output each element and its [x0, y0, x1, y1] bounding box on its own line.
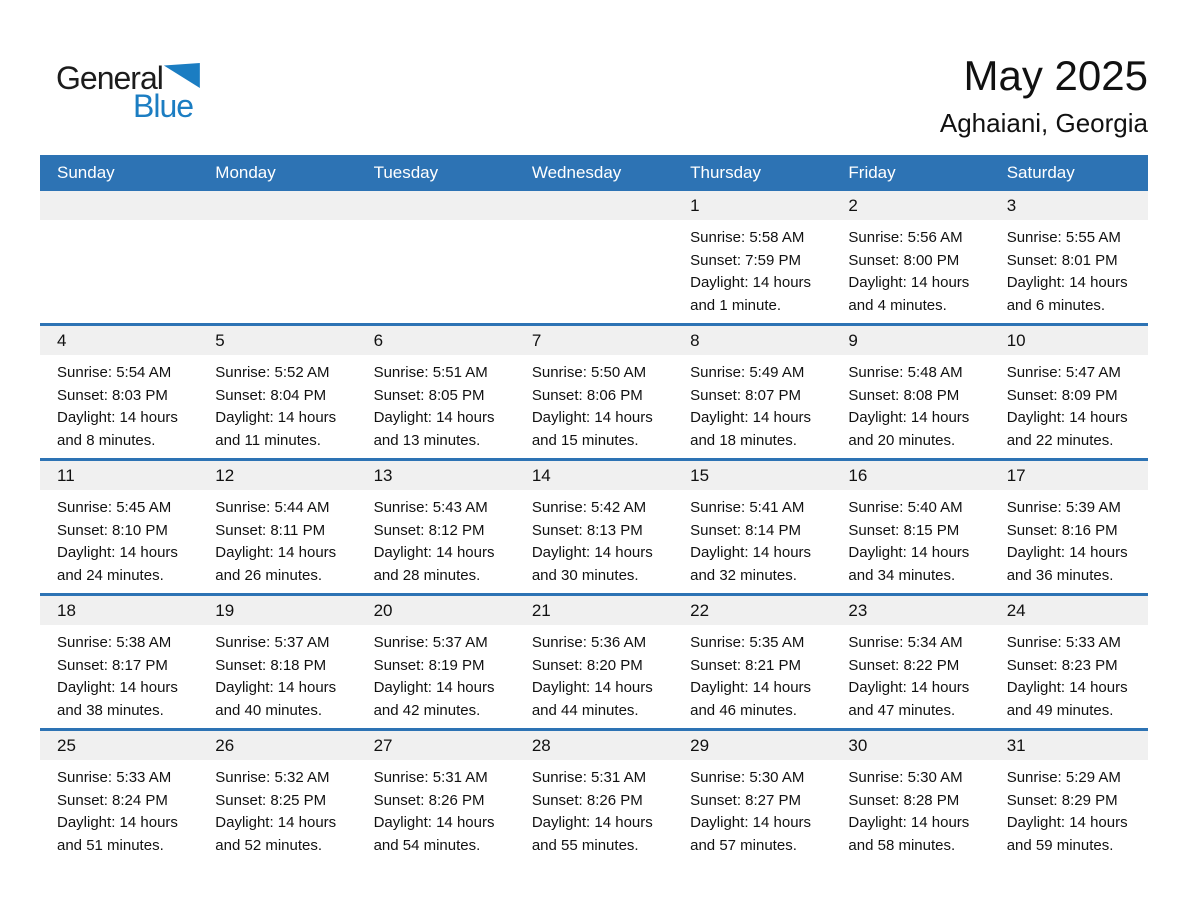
day-cell: [40, 325, 198, 460]
weekday-header-row: [40, 155, 1148, 191]
day-cell: [673, 595, 831, 730]
week-row: [40, 460, 1148, 595]
day-number: 16: [831, 461, 989, 490]
daylight-text: Daylight: 14 hours and 55 minutes.: [531, 814, 653, 854]
day-cell: [40, 460, 198, 595]
sunset-text: Sunset: 8:08 PM: [848, 386, 960, 404]
daylight-text: Daylight: 14 hours and 36 minutes.: [1006, 544, 1128, 584]
daylight-text: Daylight: 14 hours and 51 minutes.: [57, 814, 178, 854]
day-number: [40, 191, 198, 220]
day-number: 29: [673, 731, 831, 760]
day-number: 22: [673, 596, 831, 625]
day-cell: [198, 460, 356, 595]
sunset-text: Sunset: 8:17 PM: [57, 656, 168, 674]
day-cell: [515, 730, 673, 864]
day-info: [673, 760, 831, 857]
sunrise-text: Sunrise: 5:34 AM: [848, 634, 963, 651]
day-cell: [990, 595, 1148, 730]
day-info: [673, 625, 831, 722]
daylight-text: Daylight: 14 hours and 1 minute.: [690, 274, 812, 314]
logo-text-general: General: [56, 60, 163, 96]
daylight-text: Daylight: 14 hours and 15 minutes.: [531, 409, 653, 449]
day-number: 5: [198, 326, 356, 355]
day-cell: [357, 460, 515, 595]
day-number: [357, 191, 515, 220]
daylight-text: Daylight: 14 hours and 47 minutes.: [848, 679, 970, 719]
day-cell: [515, 460, 673, 595]
sunset-text: Sunset: 8:19 PM: [373, 656, 485, 674]
empty-day-cell: [515, 191, 673, 325]
sunset-text: Sunset: 8:06 PM: [531, 386, 643, 404]
day-info: [831, 760, 989, 857]
day-number: [198, 191, 356, 220]
sunrise-text: Sunrise: 5:52 AM: [215, 364, 330, 381]
day-cell: [515, 325, 673, 460]
sunrise-text: Sunrise: 5:31 AM: [531, 769, 647, 786]
day-number: 25: [40, 731, 198, 760]
day-number: 9: [831, 326, 989, 355]
daylight-text: Daylight: 14 hours and 34 minutes.: [848, 544, 970, 584]
day-number: 27: [357, 731, 515, 760]
week-row: [40, 325, 1148, 460]
daylight-text: Daylight: 14 hours and 38 minutes.: [57, 679, 178, 719]
day-number: 19: [198, 596, 356, 625]
logo-triangle-icon: [164, 63, 200, 88]
day-number: 10: [990, 326, 1148, 355]
sunrise-text: Sunrise: 5:55 AM: [1006, 229, 1121, 246]
day-info: [831, 220, 989, 317]
daylight-text: Daylight: 14 hours and 59 minutes.: [1006, 814, 1128, 854]
day-cell: [357, 595, 515, 730]
day-info: [990, 760, 1148, 857]
daylight-text: Daylight: 14 hours and 28 minutes.: [373, 544, 495, 584]
day-number: 12: [198, 461, 356, 490]
day-cell: [831, 595, 989, 730]
day-cell: [198, 730, 356, 864]
daylight-text: Daylight: 14 hours and 13 minutes.: [373, 409, 495, 449]
day-cell: [831, 191, 989, 325]
sunrise-text: Sunrise: 5:32 AM: [215, 769, 330, 786]
day-info: [831, 490, 989, 587]
day-number: 2: [831, 191, 989, 220]
sunset-text: Sunset: 8:18 PM: [215, 656, 327, 674]
day-info: [357, 625, 515, 722]
calendar-grid-body: [40, 191, 1148, 863]
daylight-text: Daylight: 14 hours and 20 minutes.: [848, 409, 970, 449]
sunset-text: Sunset: 8:09 PM: [1006, 386, 1118, 404]
day-number: 20: [357, 596, 515, 625]
sunset-text: Sunset: 8:12 PM: [373, 521, 485, 539]
day-info: [990, 490, 1148, 587]
day-number: 24: [990, 596, 1148, 625]
sunset-text: Sunset: 8:26 PM: [531, 791, 643, 809]
day-cell: [357, 730, 515, 864]
sunset-text: Sunset: 8:28 PM: [848, 791, 960, 809]
day-number: 11: [40, 461, 198, 490]
sunrise-text: Sunrise: 5:33 AM: [57, 769, 172, 786]
day-cell: [673, 191, 831, 325]
weekday-header-wednesday: Wednesday: [515, 155, 673, 191]
sunrise-text: Sunrise: 5:39 AM: [1006, 499, 1121, 516]
sunset-text: Sunset: 8:27 PM: [690, 791, 802, 809]
day-number: 6: [357, 326, 515, 355]
daylight-text: Daylight: 14 hours and 26 minutes.: [215, 544, 337, 584]
daylight-text: Daylight: 14 hours and 11 minutes.: [215, 409, 337, 449]
sunset-text: Sunset: 8:26 PM: [373, 791, 485, 809]
day-info: [198, 625, 356, 722]
week-row: [40, 730, 1148, 864]
day-info: [40, 625, 198, 722]
sunset-text: Sunset: 8:29 PM: [1006, 791, 1118, 809]
day-info: [198, 760, 356, 857]
daylight-text: Daylight: 14 hours and 46 minutes.: [690, 679, 812, 719]
sunrise-text: Sunrise: 5:30 AM: [848, 769, 963, 786]
day-info: [40, 355, 198, 452]
sunrise-text: Sunrise: 5:45 AM: [57, 499, 172, 516]
location-subtitle: Aghaiani, Georgia: [939, 108, 1148, 138]
day-info: [990, 220, 1148, 317]
sunset-text: Sunset: 8:05 PM: [373, 386, 485, 404]
day-info: [515, 490, 673, 587]
sunrise-text: Sunrise: 5:50 AM: [531, 364, 647, 381]
day-cell: [515, 595, 673, 730]
sunrise-text: Sunrise: 5:33 AM: [1006, 634, 1121, 651]
daylight-text: Daylight: 14 hours and 40 minutes.: [215, 679, 337, 719]
sunset-text: Sunset: 8:13 PM: [531, 521, 643, 539]
sunrise-text: Sunrise: 5:47 AM: [1006, 364, 1121, 381]
day-info: [673, 220, 831, 317]
daylight-text: Daylight: 14 hours and 6 minutes.: [1006, 274, 1128, 314]
sunset-text: Sunset: 8:14 PM: [690, 521, 802, 539]
logo-text-blue: Blue: [133, 88, 194, 124]
sunrise-text: Sunrise: 5:48 AM: [848, 364, 963, 381]
title-block: [940, 52, 1148, 139]
sunrise-text: Sunrise: 5:30 AM: [690, 769, 805, 786]
daylight-text: Daylight: 14 hours and 49 minutes.: [1006, 679, 1128, 719]
day-info: [198, 490, 356, 587]
sunset-text: Sunset: 8:16 PM: [1006, 521, 1118, 539]
day-info: [515, 625, 673, 722]
day-number: 21: [515, 596, 673, 625]
day-number: 4: [40, 326, 198, 355]
day-cell: [990, 730, 1148, 864]
day-cell: [990, 191, 1148, 325]
day-number: 3: [990, 191, 1148, 220]
weekday-header-tuesday: Tuesday: [357, 155, 515, 191]
day-info: [515, 355, 673, 452]
sunrise-text: Sunrise: 5:41 AM: [690, 499, 805, 516]
day-number: 28: [515, 731, 673, 760]
daylight-text: Daylight: 14 hours and 8 minutes.: [57, 409, 178, 449]
weekday-header-saturday: Saturday: [990, 155, 1148, 191]
sunrise-text: Sunrise: 5:44 AM: [215, 499, 330, 516]
sunrise-text: Sunrise: 5:29 AM: [1006, 769, 1121, 786]
day-cell: [198, 325, 356, 460]
sunset-text: Sunset: 7:59 PM: [690, 251, 802, 269]
empty-day-cell: [198, 191, 356, 325]
week-row: [40, 595, 1148, 730]
sunrise-text: Sunrise: 5:49 AM: [690, 364, 805, 381]
daylight-text: Daylight: 14 hours and 32 minutes.: [690, 544, 812, 584]
day-number: 14: [515, 461, 673, 490]
day-number: 8: [673, 326, 831, 355]
daylight-text: Daylight: 14 hours and 58 minutes.: [848, 814, 970, 854]
daylight-text: Daylight: 14 hours and 30 minutes.: [531, 544, 653, 584]
sunrise-text: Sunrise: 5:38 AM: [57, 634, 172, 651]
day-cell: [40, 730, 198, 864]
day-info: [673, 355, 831, 452]
sunset-text: Sunset: 8:21 PM: [690, 656, 802, 674]
daylight-text: Daylight: 14 hours and 57 minutes.: [690, 814, 812, 854]
day-number: 26: [198, 731, 356, 760]
empty-day-cell: [357, 191, 515, 325]
sunset-text: Sunset: 8:20 PM: [531, 656, 643, 674]
sunrise-text: Sunrise: 5:42 AM: [531, 499, 647, 516]
day-cell: [673, 730, 831, 864]
day-number: 7: [515, 326, 673, 355]
daylight-text: Daylight: 14 hours and 42 minutes.: [373, 679, 495, 719]
month-title: May 2025: [963, 52, 1148, 99]
sunset-text: Sunset: 8:23 PM: [1006, 656, 1118, 674]
sunset-text: Sunset: 8:01 PM: [1006, 251, 1118, 269]
sunset-text: Sunset: 8:25 PM: [215, 791, 327, 809]
day-number: 17: [990, 461, 1148, 490]
day-cell: [673, 460, 831, 595]
day-info: [357, 760, 515, 857]
sunset-text: Sunset: 8:24 PM: [57, 791, 168, 809]
day-cell: [990, 325, 1148, 460]
day-number: 30: [831, 731, 989, 760]
day-number: 23: [831, 596, 989, 625]
sunrise-text: Sunrise: 5:43 AM: [373, 499, 488, 516]
sunset-text: Sunset: 8:07 PM: [690, 386, 802, 404]
sunrise-text: Sunrise: 5:31 AM: [373, 769, 488, 786]
day-cell: [990, 460, 1148, 595]
sunset-text: Sunset: 8:22 PM: [848, 656, 960, 674]
sunset-text: Sunset: 8:03 PM: [57, 386, 168, 404]
day-cell: [831, 325, 989, 460]
general-blue-logo: [56, 62, 200, 122]
day-info: [831, 625, 989, 722]
day-info: [40, 490, 198, 587]
daylight-text: Daylight: 14 hours and 24 minutes.: [57, 544, 178, 584]
day-number: 1: [673, 191, 831, 220]
daylight-text: Daylight: 14 hours and 4 minutes.: [848, 274, 970, 314]
sunrise-text: Sunrise: 5:58 AM: [690, 229, 805, 246]
weekday-header-monday: Monday: [198, 155, 356, 191]
daylight-text: Daylight: 14 hours and 52 minutes.: [215, 814, 337, 854]
day-info: [198, 355, 356, 452]
sunset-text: Sunset: 8:15 PM: [848, 521, 960, 539]
day-number: 15: [673, 461, 831, 490]
sunset-text: Sunset: 8:11 PM: [215, 521, 326, 539]
sunrise-text: Sunrise: 5:54 AM: [57, 364, 172, 381]
day-info: [357, 490, 515, 587]
empty-day-cell: [40, 191, 198, 325]
sunset-text: Sunset: 8:04 PM: [215, 386, 327, 404]
sunrise-text: Sunrise: 5:51 AM: [373, 364, 488, 381]
sunrise-text: Sunrise: 5:37 AM: [373, 634, 488, 651]
sunrise-text: Sunrise: 5:40 AM: [848, 499, 963, 516]
weekday-header-thursday: Thursday: [673, 155, 831, 191]
sunset-text: Sunset: 8:00 PM: [848, 251, 960, 269]
day-info: [831, 355, 989, 452]
day-number: [515, 191, 673, 220]
day-info: [357, 355, 515, 452]
sunrise-text: Sunrise: 5:56 AM: [848, 229, 963, 246]
daylight-text: Daylight: 14 hours and 18 minutes.: [690, 409, 812, 449]
day-info: [515, 760, 673, 857]
day-info: [40, 760, 198, 857]
sunrise-text: Sunrise: 5:35 AM: [690, 634, 805, 651]
day-cell: [831, 460, 989, 595]
daylight-text: Daylight: 14 hours and 54 minutes.: [373, 814, 495, 854]
daylight-text: Daylight: 14 hours and 22 minutes.: [1006, 409, 1128, 449]
day-info: [990, 355, 1148, 452]
weekday-header-sunday: Sunday: [40, 155, 198, 191]
sunset-text: Sunset: 8:10 PM: [57, 521, 168, 539]
day-cell: [673, 325, 831, 460]
day-info: [990, 625, 1148, 722]
sunrise-text: Sunrise: 5:36 AM: [531, 634, 647, 651]
day-number: 18: [40, 596, 198, 625]
weekday-header-friday: Friday: [831, 155, 989, 191]
daylight-text: Daylight: 14 hours and 44 minutes.: [531, 679, 653, 719]
day-number: 31: [990, 731, 1148, 760]
sunrise-text: Sunrise: 5:37 AM: [215, 634, 330, 651]
day-number: 13: [357, 461, 515, 490]
calendar-table: [40, 155, 1148, 863]
day-info: [673, 490, 831, 587]
day-cell: [198, 595, 356, 730]
day-cell: [831, 730, 989, 864]
week-row: [40, 191, 1148, 325]
day-cell: [357, 325, 515, 460]
day-cell: [40, 595, 198, 730]
